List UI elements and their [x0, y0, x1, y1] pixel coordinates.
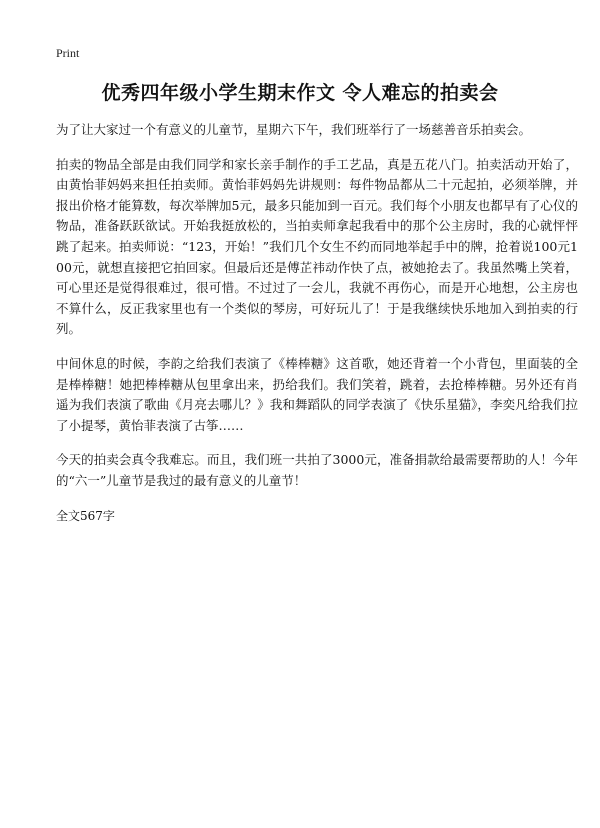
article-paragraph-2: 拍卖的物品全部是由我们同学和家长亲手制作的手工艺品，真是五花八门。拍卖活动开始了，由黄怡菲妈妈来担任拍卖师。黄怡菲妈妈先讲规则：每件物品都从二十元起拍，必须举牌，并报出价格才能算数，每次举牌加5元，最多只能加到一百元。我们每个小朋友也都早有了心仪的物品，准备跃跃欲试。开始我挺放松的，当拍卖师拿起我看中的那个公主房时，我的心就怦怦跳了起来。拍卖师说：“123，开始！”我们几个女生不约而同地举起手中的牌，抢着说100元100元，就想直接把它拍回家。但最后还是傅芷祎动作快了点，被她抢去了。我虽然嘴上笑着，可心里还是觉得很难过，很可惜。不过过了一会儿，我就不再伤心，而是开心地想，公主房也不算什么，反正我家里也有一个类似的琴房，可好玩儿了！于是我继续快乐地加入到拍卖的行列。: [56, 156, 578, 337]
article-body: [56, 120, 578, 526]
article-paragraph-4: 今天的拍卖会真令我难忘。而且，我们班一共拍了3000元，准备捐款给最需要帮助的人！今年的“六一”儿童节是我过的最有意义的儿童节！: [56, 452, 578, 488]
word-count: 全文567字: [56, 508, 115, 523]
article-paragraph-1: 为了让大家过一个有意义的儿童节，星期六下午，我们班举行了一场慈善音乐拍卖会。: [56, 122, 532, 137]
print-link[interactable]: Print: [56, 46, 80, 60]
article-title: 优秀四年级小学生期末作文 令人难忘的拍卖会: [101, 82, 499, 104]
article-paragraph-3: 中间休息的时候，李韵之给我们表演了《棒棒糖》这首歌，她还背着一个小背包，里面装的全是棒棒糖！她把棒棒糖从包里拿出来，扔给我们。我们笑着，跳着，去抢棒棒糖。另外还有肖遥为我们表演了歌曲《月亮去哪儿？》我和舞蹈队的同学表演了《快乐星猫》，李奕凡给我们拉了小提琴，黄怡菲表演了古筝……: [56, 355, 578, 433]
